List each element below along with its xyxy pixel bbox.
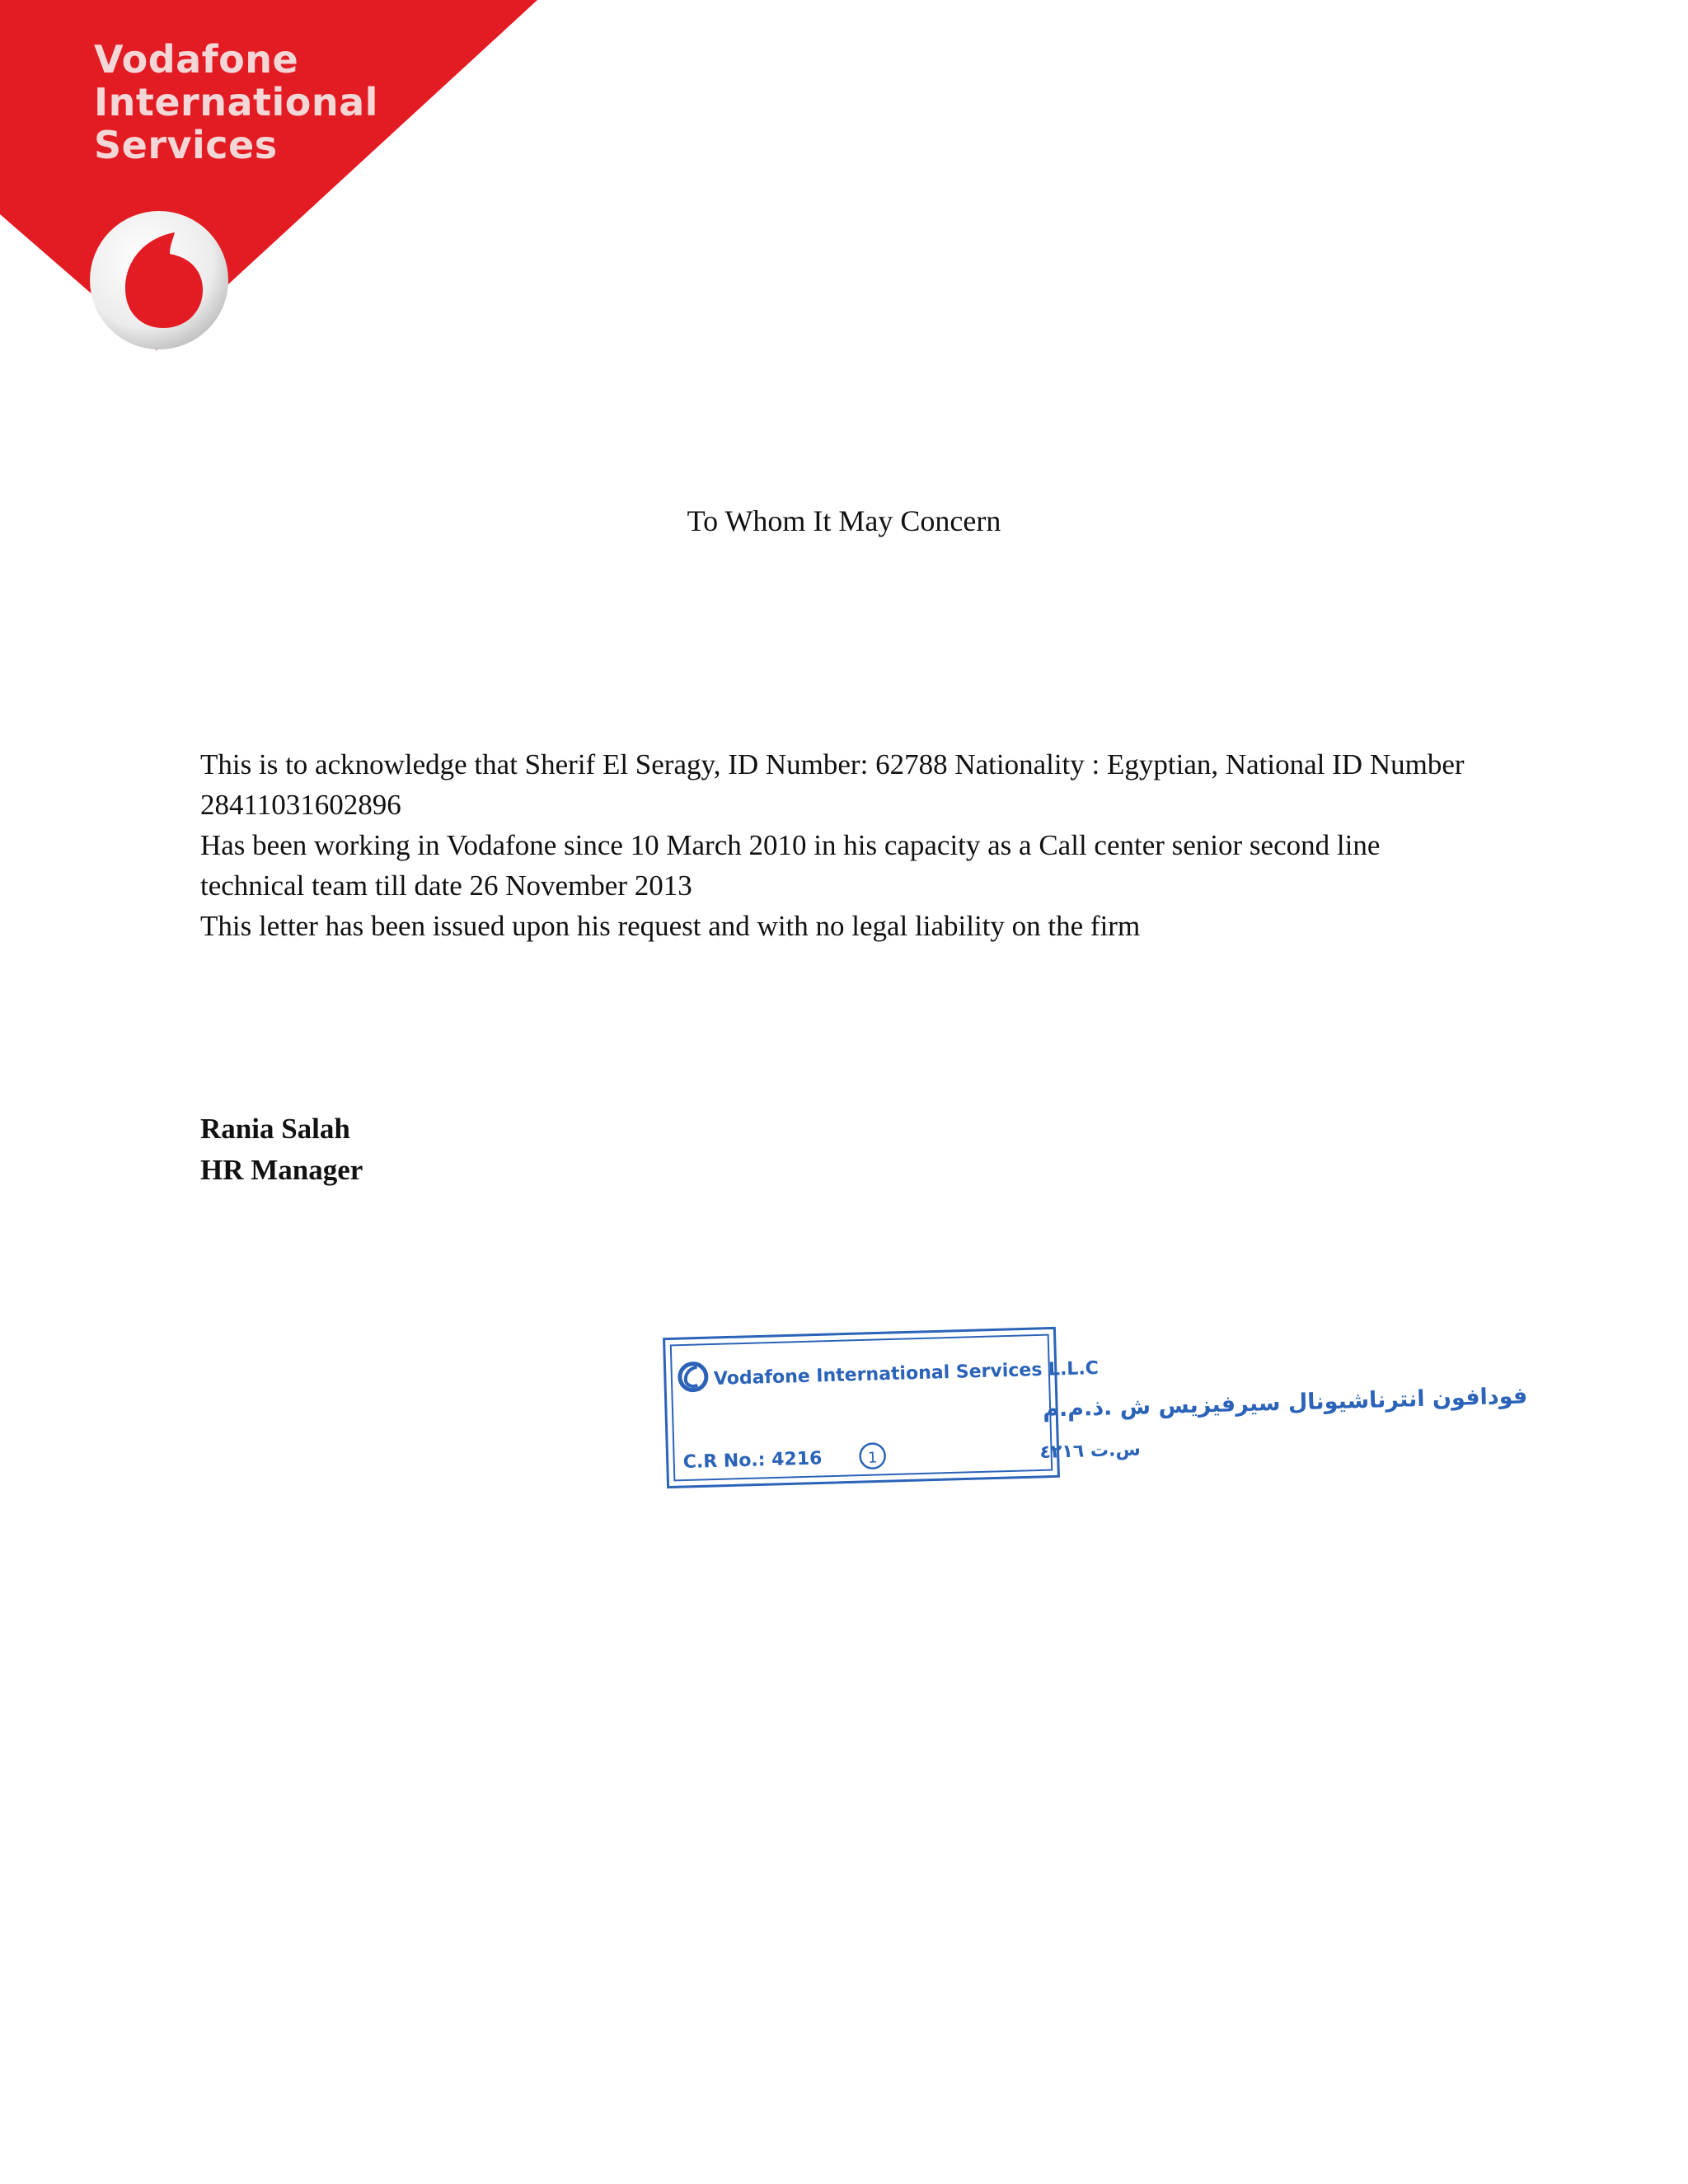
brand-name — [94, 38, 378, 166]
signatory-role: HR Manager — [200, 1154, 363, 1186]
vodafone-speechmark-icon — [90, 211, 228, 349]
brand-name-line: International — [94, 80, 378, 124]
stamp-cr-en: C.R No.: 4216 — [682, 1448, 823, 1474]
stamp-cr-ar: س.ت ٤٢١٦ — [1039, 1439, 1142, 1463]
body-paragraph: This letter has been issued upon his request and with no legal liability on the firm — [200, 910, 1141, 942]
stamp-number-badge: 1 — [867, 1449, 878, 1467]
stamp-company-ar: فودافون انترناشيونال سيرفيزيس ش .ذ.م.م — [1042, 1383, 1528, 1422]
letter-title: To Whom It May Concern — [687, 504, 1001, 537]
stamp-company-en: Vodafone International Services L.L.C — [713, 1357, 1100, 1390]
brand-name-line: Vodafone — [94, 37, 299, 82]
brand-name-line: Services — [94, 123, 278, 167]
company-stamp — [661, 1325, 1528, 1489]
stamp-logo-icon — [679, 1363, 706, 1390]
letter-body — [200, 744, 1486, 946]
body-paragraph: This is to acknowledge that Sherif El Seragy, ID Number: 62788 Nationality : Egyptian, National ID Number 28411031602896 — [200, 748, 1465, 821]
signature-block — [200, 1108, 363, 1191]
signatory-name: Rania Salah — [200, 1113, 350, 1145]
body-paragraph: Has been working in Vodafone since 10 March 2010 in his capacity as a Call center senior second line technical team till date 26 November 2013 — [200, 829, 1381, 902]
